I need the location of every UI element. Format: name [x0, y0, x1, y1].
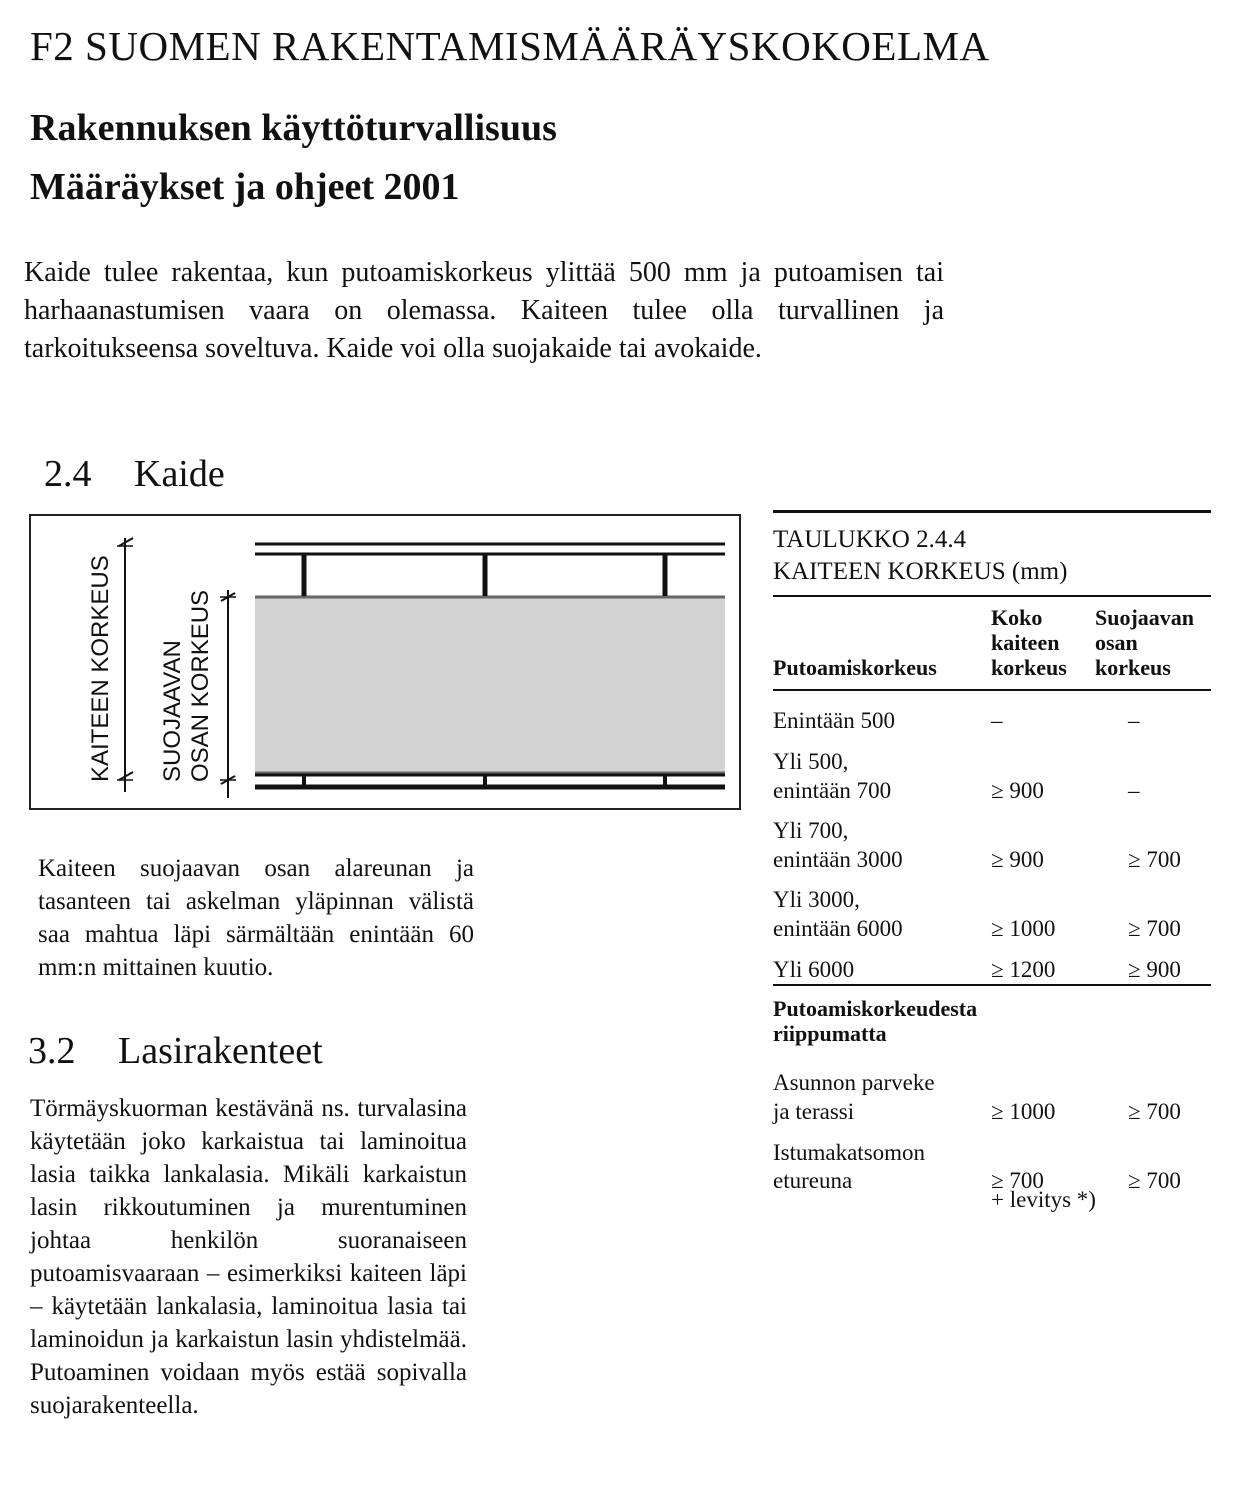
- table-cell: Yli 3000,: [773, 887, 860, 912]
- table-group-label: Putoamiskorkeudesta: [773, 996, 978, 1021]
- intro-paragraph: Kaide tulee rakentaa, kun putoamiskorkeus ylittää 500 mm ja putoamisen tai harhaanastumisen vaara on olemassa. Kaiteen tulee olla turvallinen ja tarkoitukseensa soveltuva. Kaide voi olla suojakaide tai avokaide.: [24, 257, 944, 364]
- guard-panel: [255, 596, 725, 774]
- table-caption-title: KAITEEN KORKEUS (mm): [773, 558, 1068, 585]
- document-edition: Määräykset ja ohjeet 2001: [30, 166, 460, 208]
- table-cell: ≥ 900: [1128, 957, 1181, 982]
- table-cell: enintään 700: [773, 778, 892, 803]
- document-subtitle: Rakennuksen käyttöturvallisuus: [30, 107, 557, 149]
- kaide-note-paragraph: Kaiteen suojaavan osan alareunan ja tasanteen tai askelman yläpinnan välistä saa mahtua läpi särmältään enintään 60 mm:n mittainen kuutio.: [38, 855, 474, 981]
- section-title: Kaide: [134, 453, 225, 495]
- table-cell: enintään 3000: [773, 847, 903, 872]
- table-cell: –: [1128, 708, 1140, 733]
- table-cell: ≥ 700: [1128, 916, 1181, 941]
- lasirakenteet-paragraph: Törmäyskuorman kestävänä ns. turvalasina käytetään joko karkaistua tai laminoitua lasia taikka lankalasia. Mikäli karkaistun lasin rikkoutuminen ja murentuminen johtaa henkilön suoranaiseen putoamisvaaraan – esimerkiksi kaiteen läpi – käytetään lankalasia, laminoitua lasia tai laminoidun ja karkaistun lasin yhdistelmää. Putoaminen voidaan myös estää sopivalla suojarakenteella.: [30, 1095, 467, 1419]
- label-guard-height-line1: SUOJAAVAN: [159, 640, 186, 782]
- column-header-total: Koko kaiteen korkeus: [991, 605, 1067, 680]
- table-cell: ja terassi: [773, 1099, 855, 1124]
- label-total-height: KAITEEN KORKEUS: [87, 555, 114, 782]
- table-cell: ≥ 700: [1128, 847, 1181, 872]
- table-header-rule: [773, 595, 1211, 597]
- section-number: 2.4: [44, 453, 92, 495]
- label-guard-height-line2: OSAN KORKEUS: [187, 589, 214, 782]
- railing-drawing: [31, 516, 743, 812]
- table-cell: ≥ 700: [1128, 1168, 1181, 1193]
- table-cell: Yli 700,: [773, 818, 849, 843]
- table-caption-number: TAULUKKO 2.4.4: [773, 526, 967, 553]
- table-cell: –: [991, 708, 1003, 733]
- table-cell: ≥ 1200: [991, 957, 1056, 982]
- table-cell: ≥ 700: [991, 1168, 1044, 1193]
- table-cell: ≥ 700: [1128, 1099, 1181, 1124]
- table-cell: etureuna: [773, 1168, 853, 1193]
- table-group-rule: [773, 984, 1211, 986]
- document-title: F2 SUOMEN RAKENTAMISMÄÄRÄYSKOKOELMA: [30, 23, 990, 69]
- table-cell: ≥ 1000: [991, 916, 1056, 941]
- column-header-fall-height: Putoamiskorkeus: [773, 655, 937, 680]
- table-cell: enintään 6000: [773, 916, 903, 941]
- table-top-rule: [773, 510, 1211, 513]
- section-heading-lasirakenteet: [28, 1029, 323, 1073]
- table-footnote-ref: + levitys *): [991, 1187, 1096, 1212]
- table-cell: Yli 500,: [773, 749, 849, 774]
- table-cell: ≥ 1000: [991, 1099, 1056, 1124]
- section-heading-kaide: [44, 452, 225, 496]
- column-header-guard: Suojaavan osan korkeus: [1095, 605, 1195, 680]
- table-body-rule: [773, 689, 1211, 691]
- railing-diagram: [29, 514, 741, 810]
- table-cell: ≥ 900: [991, 778, 1044, 803]
- section-title: Lasirakenteet: [118, 1030, 323, 1072]
- table-cell: Asunnon parveke: [773, 1070, 935, 1095]
- table-cell: Istumakatsomon: [773, 1140, 926, 1165]
- table-group-label: riippumatta: [773, 1021, 887, 1046]
- table-cell: –: [1128, 778, 1140, 803]
- table-cell: ≥ 900: [991, 847, 1044, 872]
- table-cell: Yli 6000: [773, 957, 855, 982]
- table-cell: Enintään 500: [773, 708, 895, 733]
- section-number: 3.2: [28, 1030, 76, 1072]
